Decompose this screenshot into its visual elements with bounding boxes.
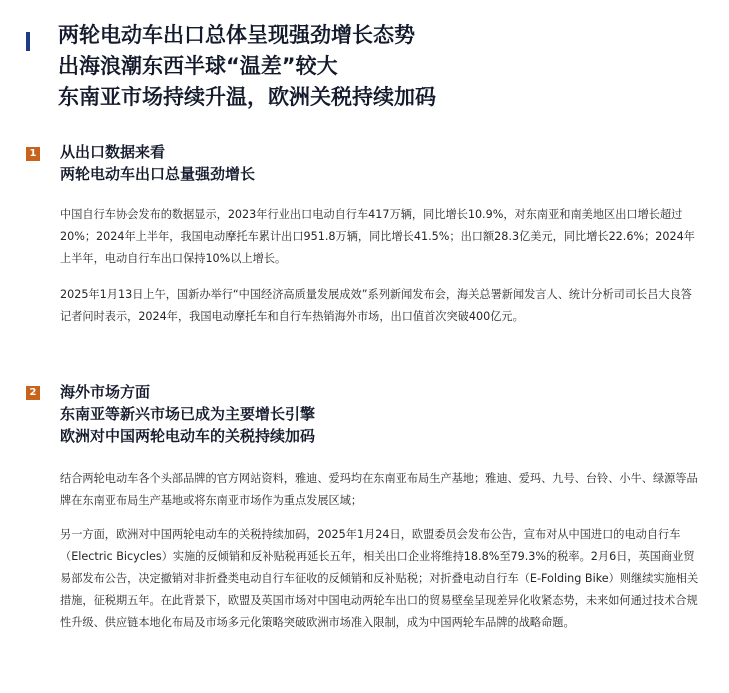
- section-number-badge: 1: [26, 147, 40, 161]
- section-heading-line: 从出口数据来看: [60, 143, 166, 161]
- body-paragraph: 结合两轮电动车各个头部品牌的官方网站资料，雅迪、爱玛均在东南亚布局生产基地；雅迪、爱玛、九号、台铃、小牛、绿源等品牌在东南亚布局生产基地或将东南亚市场作为重点发展区域；: [60, 472, 698, 507]
- body-paragraph: 2025年1月13日上午，国新办举行“中国经济高质量发展成效”系列新闻发布会，海关总署新闻发言人、统计分析司司长吕大良答记者问时表示，2024年，我国电动摩托车和自行车热销海外市场，出口值首次突破400亿元。: [60, 288, 692, 323]
- section-heading-line: 欧洲对中国两轮电动车的关税持续加码: [60, 427, 316, 445]
- title-accent-bar: [26, 32, 30, 51]
- page-title: [58, 20, 698, 113]
- body-paragraph: 中国自行车协会发布的数据显示，2023年行业出口电动自行车417万辆，同比增长10.9%，对东南亚和南美地区出口增长超过20%；2024年上半年，我国电动摩托车累计出口951.8万辆，同比增长41.5%；出口额28.3亿美元，同比增长22.6%；2024年上半年，电动自行车出口保持10%以上增长。: [60, 208, 695, 265]
- section-heading-line: 东南亚等新兴市场已成为主要增长引擎: [60, 405, 316, 423]
- title-line: 东南亚市场持续升温，欧洲关税持续加码: [58, 85, 436, 109]
- title-line: 两轮电动车出口总体呈现强劲增长态势: [58, 23, 415, 47]
- body-paragraph: 另一方面，欧洲对中国两轮电动车的关税持续加码，2025年1月24日，欧盟委员会发布公告，宣布对从中国进口的电动自行车（Electric Bicycles）实施的反倾销和反补贴税再延长五年，相关出口企业将维持18.8%至79.3%的税率。2月6日，英国商业贸易部发布公告，决定撤销对非折叠类电动自行车征收的反倾销和反补贴税；对折叠电动自行车（E-Folding Bike）则继续实施相关措施，征税期五年。在此背景下，欧盟及英国市场对中国电动两轮车出口的贸易壁垒呈现差异化收紧态势，未来如何通过技术合规性升级、供应链本地化布局及市场多元化策略突破欧洲市场准入限制，成为中国两轮车品牌的战略命题。: [60, 528, 699, 629]
- section-number-badge: 2: [26, 386, 40, 400]
- section-heading: [60, 381, 700, 447]
- title-line: 出海浪潮东西半球“温差”较大: [58, 54, 338, 78]
- section-heading-line: 两轮电动车出口总量强劲增长: [60, 165, 256, 183]
- section-heading-line: 海外市场方面: [60, 383, 151, 401]
- section-heading: [60, 141, 700, 185]
